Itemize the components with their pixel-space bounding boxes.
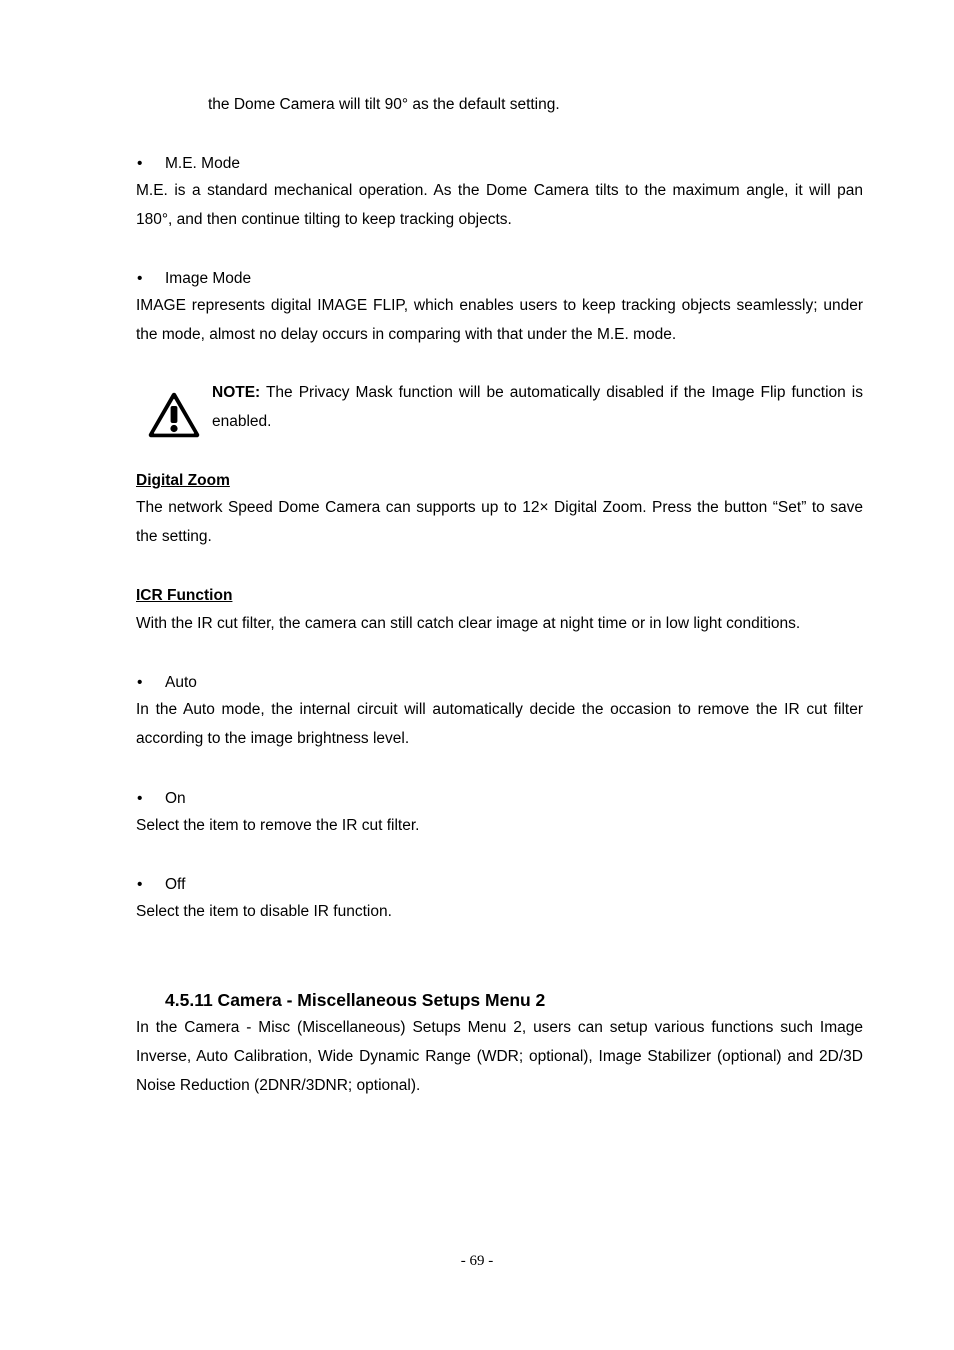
bullet-on: • xyxy=(137,790,143,807)
note-text: The Privacy Mask function will be automatically disabled if the Image Flip function is enabled. xyxy=(212,384,863,430)
digital-zoom-text: The network Speed Dome Camera can supports up to 12× Digital Zoom. Press the button “Set” to save the setting. xyxy=(136,499,863,545)
note-paragraph xyxy=(212,379,863,437)
on-text: Select the item to remove the IR cut filter. xyxy=(136,817,420,834)
off-label: Off xyxy=(165,876,186,893)
auto-text: In the Auto mode, the internal circuit will automatically decide the occasion to remove the IR cut filter according to the image brightness level. xyxy=(136,701,863,747)
icr-function-text: With the IR cut filter, the camera can still catch clear image at night time or in low light conditions. xyxy=(136,615,801,632)
digital-zoom-heading: Digital Zoom xyxy=(136,472,230,489)
bullet-me-mode: • xyxy=(137,155,143,172)
me-mode-text: M.E. is a standard mechanical operation. As the Dome Camera tilts to the maximum angle, it will pan 180°, and then continue tilting to keep tracking objects. xyxy=(136,182,863,228)
warning-triangle-icon xyxy=(148,391,200,439)
me-mode-label: M.E. Mode xyxy=(165,155,240,172)
section-text: In the Camera - Misc (Miscellaneous) Setups Menu 2, users can setup various functions such Image Inverse, Auto Calibration, Wide Dynamic Range (WDR; optional), Image Stabilizer (optional) and 2D/3D Noise Reduction (2DNR/3DNR; optional). xyxy=(136,1019,863,1094)
image-mode-text: IMAGE represents digital IMAGE FLIP, which enables users to keep tracking objects seamlessly; under the mode, almost no delay occurs in comparing with that under the M.E. mode. xyxy=(136,297,863,343)
on-label: On xyxy=(165,790,186,807)
image-mode-label: Image Mode xyxy=(165,270,252,287)
bullet-auto: • xyxy=(137,674,143,691)
icr-function-heading: ICR Function xyxy=(136,587,233,604)
note-label: NOTE: xyxy=(212,384,261,401)
top-continuation-text: the Dome Camera will tilt 90° as the default setting. xyxy=(208,96,560,113)
page-number: - 69 - xyxy=(460,1253,494,1269)
off-text: Select the item to disable IR function. xyxy=(136,903,392,920)
auto-label: Auto xyxy=(165,674,197,691)
bullet-image-mode: • xyxy=(137,270,143,287)
bullet-off: • xyxy=(137,876,143,893)
section-title: 4.5.11 Camera - Miscellaneous Setups Menu 2 xyxy=(165,990,546,1010)
